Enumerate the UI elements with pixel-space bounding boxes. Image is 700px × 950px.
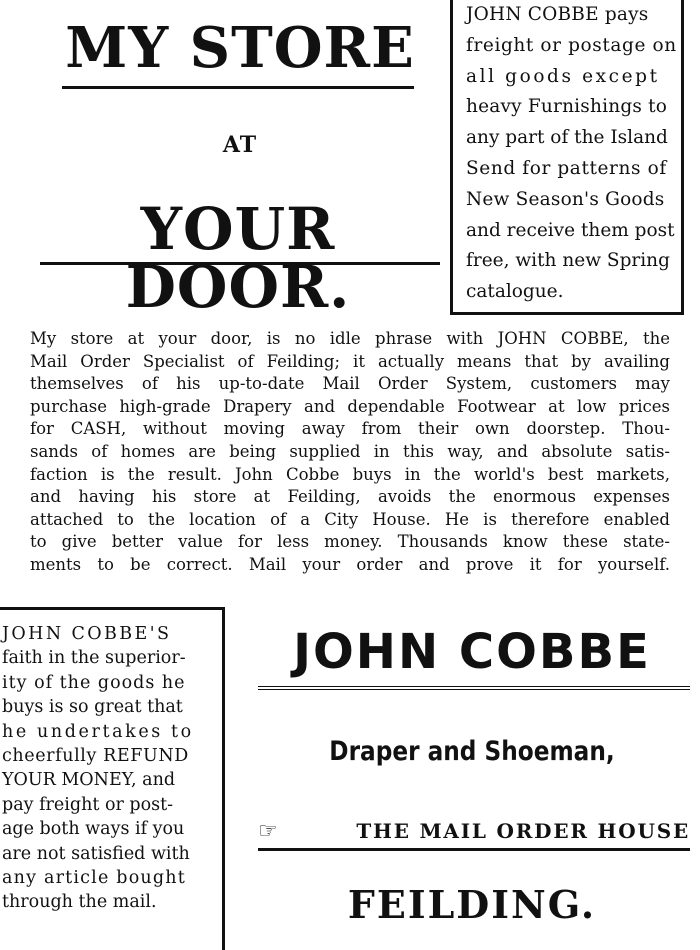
guarantee-line: buys is so great that: [2, 697, 183, 718]
freight-line: any part of the Island: [466, 127, 668, 149]
guarantee-line: cheerfully REFUND: [2, 746, 189, 767]
paragraph-line: themselves of his up-to-date Mail Order System, customers may: [30, 374, 670, 394]
paragraph-line: to give better value for less money. Thousands know these state-: [30, 532, 670, 552]
advertiser-trade: Draper and Shoeman,: [329, 736, 615, 767]
body-paragraph: [30, 328, 670, 577]
paragraph-line: ments to be correct. Mail your order and prove it for yourself.: [30, 554, 670, 574]
headline-rule-bottom: [40, 262, 440, 265]
mail-order-label: THE MAIL ORDER HOUSE: [356, 819, 690, 843]
advertiser-name: JOHN COBBE: [293, 624, 651, 680]
paragraph-line: attached to the location of a City House. He is therefore enabled: [30, 509, 670, 529]
guarantee-line: faith in the superior-: [2, 648, 186, 669]
paragraph-line: faction is the result. John Cobbe buys in the world's best markets,: [30, 464, 670, 484]
paragraph-line: and having his store at Feilding, avoids the enormous expenses: [30, 487, 670, 507]
paragraph-line: sands of homes are being supplied in this way, and absolute satis-: [30, 441, 670, 461]
headline-rule-top: [62, 86, 414, 89]
paragraph-line: Mail Order Specialist of Feilding; it actually means that by availing: [30, 351, 670, 371]
pointing-hand-icon: ☞: [258, 818, 278, 844]
paragraph-line: purchase high-grade Drapery and dependable Footwear at low prices: [30, 396, 670, 416]
mail-order-row: [258, 818, 690, 844]
guarantee-line: through the mail.: [2, 892, 157, 913]
guarantee-line: ity of the goods he: [2, 672, 186, 693]
headline-my-store: MY STORE: [65, 15, 415, 81]
freight-line: catalogue.: [466, 281, 564, 303]
guarantee-line: age both ways if you: [2, 819, 185, 840]
guarantee-line: JOHN COBBE'S: [2, 624, 172, 644]
guarantee-line: YOUR MONEY, and: [2, 770, 176, 791]
guarantee-line: pay freight or post-: [2, 794, 174, 815]
headline-at: AT: [222, 132, 258, 158]
guarantee-line: are not satisfied with: [2, 843, 190, 864]
advertiser-name-rule: [258, 686, 690, 690]
freight-line: heavy Furnishings to: [466, 96, 668, 118]
paragraph-line: for CASH, without moving away from their own doorstep. Thou-: [30, 419, 670, 439]
advertiser-town: FEILDING.: [347, 882, 597, 927]
freight-line: and receive them post: [466, 219, 675, 241]
mail-order-rule: [258, 848, 690, 851]
freight-line: New Season's Goods: [466, 188, 665, 210]
freight-line: all goods except: [466, 65, 660, 87]
guarantee-notice-text: [2, 622, 214, 915]
paragraph-line: My store at your door, is no idle phrase with JOHN COBBE, the: [30, 329, 670, 348]
headline-your-door: YOUR DOOR.: [125, 195, 351, 321]
freight-line: Send for patterns of: [466, 157, 667, 179]
guarantee-line: any article bought: [2, 868, 187, 889]
guarantee-line: he undertakes to: [2, 721, 194, 742]
freight-line: JOHN COBBE pays: [466, 4, 649, 25]
freight-line: freight or postage on: [466, 34, 677, 56]
freight-line: free, with new Spring: [466, 250, 670, 272]
freight-notice-text: [466, 0, 680, 308]
